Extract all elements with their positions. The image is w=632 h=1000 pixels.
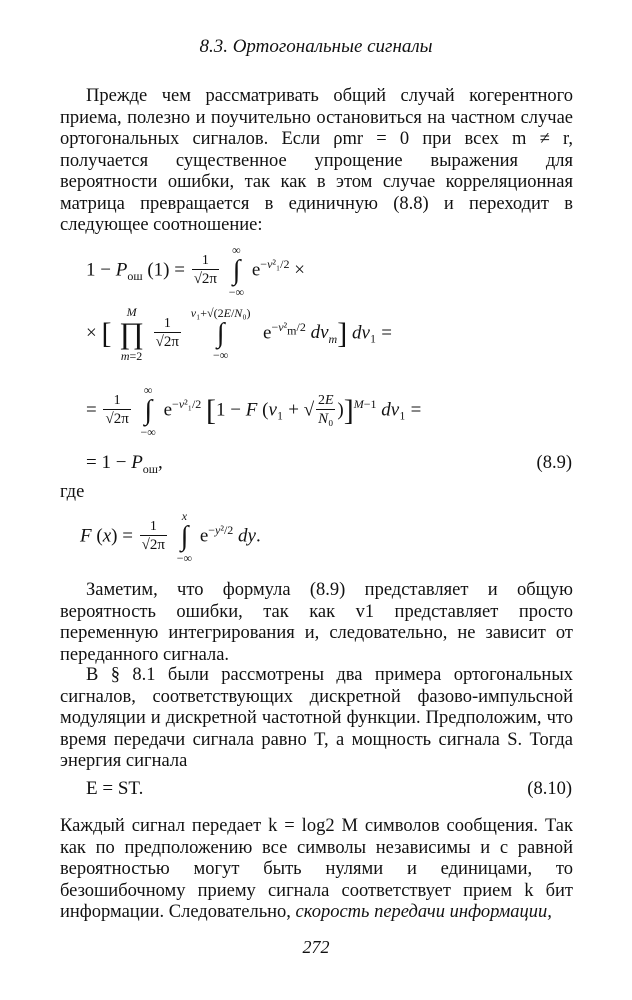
equation-8-9-line3: = $\frac{1}{√2\pi}$ ∞ ∫ −∞ $e^{-v^2_1/2}$ [1 − F (v₁ + √ $\frac{2E}{\text{N₀}}$ )]$^{M-1}$ dv₁ = — [86, 383, 422, 439]
paragraph-intro-text: Прежде чем рассматривать общий случай когерентного приема, полезно и поучительно остановиться на частном случае ортогональных сигналов. Если ρmr = 0 при всех m ≠ r, получается существенное упрощение выражения для вероятности ошибки, так как в этом случае корреляционная матрица превращается в единичную (8.8) и переходит в следующее соотношение: — [60, 86, 573, 235]
paragraph-rate — [60, 816, 573, 924]
paragraph-rate-emphasis: скорость передачи информации, — [295, 902, 552, 922]
paragraph-section-ref-text: В § 8.1 были рассмотрены два примера ортогональных сигналов, соответствующих дискретной фазово-импульсной модуляции и дискретной частотной функции. Предположим, что время передачи сигнала равно T, а мощность сигнала S. Тогда энергия сигнала — [60, 665, 573, 771]
equation-8-9-line2: × [ M ∏ m=2 $\frac{1}{√2\pi}$ v₁+√(2E/N₀) ∫ −∞ $e^{-v^2_m/2}$ $dv_m$] dv₁ = — [86, 305, 392, 363]
paragraph-intro — [60, 86, 573, 237]
where-label: где — [60, 482, 85, 502]
equation-8-9-line1: $1 - P_{ош}$ (1) = $\frac{1}{√2\pi}$ ∞ ∫ −∞ $e^{-v^2_1/2}$ × — [86, 243, 305, 299]
paragraph-remark-text: Заметим, что формула (8.9) представляет и общую вероятность ошибки, так как v1 представляет просто переменную интегрирования и, следовательно, не зависит от переданного сигнала. — [60, 580, 573, 665]
equation-8-10: E = ST. — [86, 778, 144, 799]
paragraph-rate-main: Каждый сигнал передает k = log2 M символов сообщения. Так как по предположению все символы независимы и с равной вероятностью могут быть нулями и единицами, то безошибочному приему сигнала соответствует прием k бит информации. Следовательно, — [60, 816, 573, 922]
equation-F-definition: F (x) = $\frac{1}{√2\pi}$ x ∫ −∞ $e^{-y^2/2}$ dy. — [80, 509, 261, 565]
running-header: 8.3. Ортогональные сигналы — [199, 36, 433, 57]
paragraph-section-ref — [60, 665, 573, 773]
paragraph-remark — [60, 580, 573, 666]
equation-8-9-number: (8.9) — [536, 453, 572, 473]
equation-8-9-line4: = $1 - P_{ош}$, — [86, 452, 163, 476]
equation-8-10-number: (8.10) — [527, 779, 572, 799]
page-number: 272 — [302, 937, 330, 957]
paragraph-rate-text — [60, 816, 573, 924]
